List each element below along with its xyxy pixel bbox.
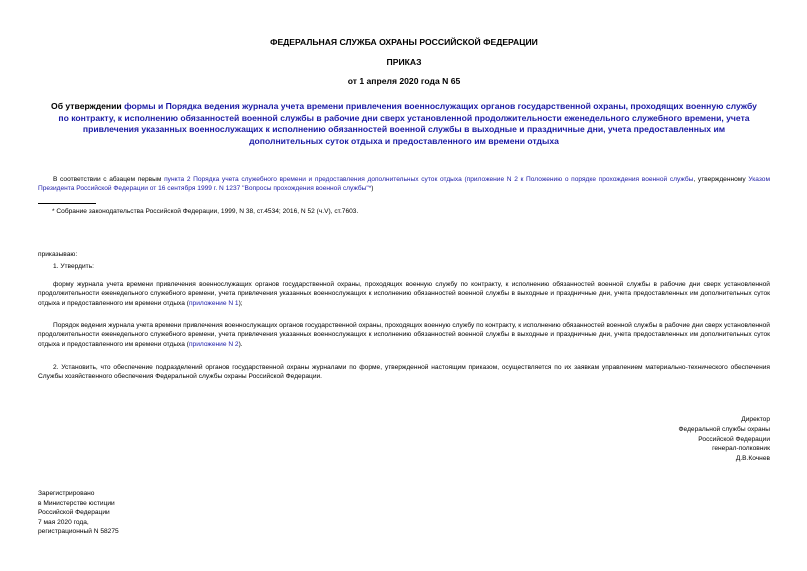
footnote: * Собрание законодательства Российской Федерации, 1999, N 38, ст.4534; 2016, N 52 (ч.V), ст.7603.	[52, 208, 359, 215]
title-prefix: Об утверждении	[51, 101, 125, 111]
appendix-2-link[interactable]: приложение N 2	[188, 340, 239, 348]
intro-link-procedure[interactable]: пункта 2 Порядка учета служебного времени и предоставления дополнительных суток отдыха (приложение N 2 к Положению о порядке прохождения военной службы	[164, 176, 694, 183]
intro-link-decree[interactable]: Указом Президента Российской Федерации от 16 сентября 1999 г. N 1237 "Вопросы прохождения военной службы"*	[38, 176, 771, 193]
item-1b-end: ).	[238, 340, 243, 348]
signature-line: Д.В.Кочнев	[735, 455, 770, 463]
order-directive: приказываю:	[38, 251, 78, 258]
item-1b-paragraph	[38, 321, 770, 349]
document-title	[48, 101, 760, 147]
appendix-1-link[interactable]: приложение N 1	[188, 299, 239, 307]
item-1b-text: Порядок ведения журнала учета времени привлечения военнослужащих органов государственной охраны, проходящих военную службу по контракту, к исполнению обязанностей военной службы в рабочие дни сверх установленной продолжительности еженедельного служебного времени, учета привлечения указанных военнослужащих к исполнению обязанностей военной службы в выходные и праздничные дни, учета предоставленных им дополнительных суток отдыха и предоставленного им времени отдыха (	[38, 322, 770, 348]
registration-line: 7 мая 2020 года,	[38, 518, 89, 526]
signature-line: Российской Федерации	[698, 435, 770, 443]
registration-line: Российской Федерации	[38, 509, 110, 517]
intro-text-1: В соответствии с абзацем первым	[53, 176, 165, 183]
registration-block	[38, 489, 119, 537]
registration-line: регистрационный N 58275	[38, 528, 119, 536]
item-1-label: 1. Утвердить:	[53, 263, 94, 270]
agency-heading: ФЕДЕРАЛЬНАЯ СЛУЖБА ОХРАНЫ РОССИЙСКОЙ ФЕДЕРАЦИИ	[270, 37, 538, 47]
item-1a-end: );	[238, 299, 243, 307]
item-1a-paragraph	[38, 280, 770, 308]
item-2-paragraph: 2. Установить, что обеспечение подразделений органов государственной охраны журналами по форме, утвержденной настоящим приказом, осуществляется по их заявкам управлением материально-технического обеспечения Службы хозяйственного обеспечения Федеральной службы охраны Российской Федерации.	[38, 364, 770, 381]
document-type-heading: ПРИКАЗ	[386, 57, 422, 67]
footnote-divider	[38, 203, 96, 204]
signature-block	[679, 415, 770, 464]
item-1a-text: форму журнала учета времени привлечения военнослужащих органов государственной охраны, проходящих военную службу по контракту, к исполнению обязанностей военной службы в рабочие дни сверх установленной продолжительности еженедельного служебного времени, учета привлечения указанных военнослужащих к исполнению обязанностей военной службы в выходные и праздничные дни, учета предоставленных им дополнительных суток отдыха и предоставленного им времени отдыха (	[38, 281, 770, 307]
signature-line: Директор	[741, 416, 770, 423]
signature-line: Федеральной службы охраны	[678, 425, 770, 433]
registration-line: Зарегистрировано	[38, 490, 95, 497]
date-number-heading: от 1 апреля 2020 года N 65	[347, 76, 461, 86]
signature-line: генерал-полковник	[712, 445, 770, 453]
title-link[interactable]: формы и Порядка ведения журнала учета времени привлечения военнослужащих органов государственной охраны, проходящих военную службу по контракту, к исполнению обязанностей военной службы в рабочие дни сверх установленной продолжительности еженедельного служебного времени, учета привлечения указанных военнослужащих к исполнению обязанностей военной службы в выходные и праздничные дни, учета предоставленных им дополнительных суток отдыха и предоставленного им времени отдыха	[58, 101, 757, 146]
registration-line: в Министерстве юстиции	[38, 499, 115, 507]
intro-text-2: , утвержденному	[693, 176, 749, 183]
intro-paragraph	[38, 175, 770, 194]
intro-text-3: )	[371, 185, 374, 193]
